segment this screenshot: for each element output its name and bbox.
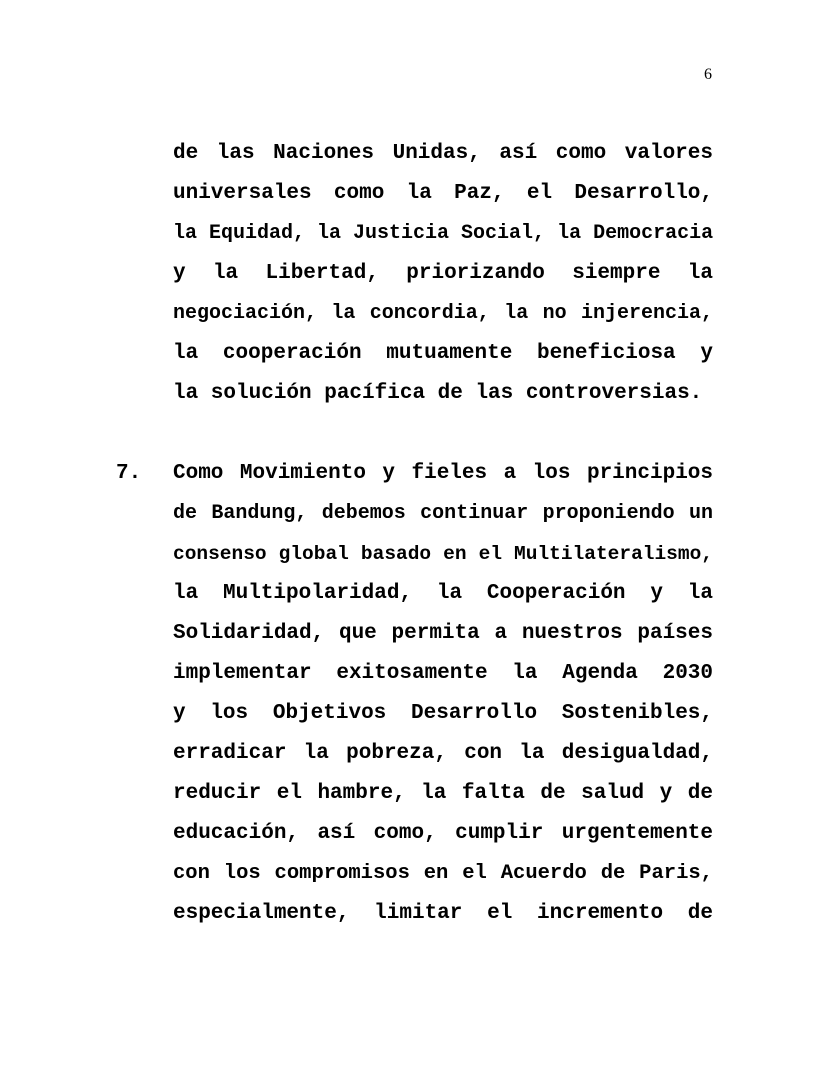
paragraph-line: Solidaridad, que permita a nuestros países (173, 622, 713, 645)
paragraph-line: consenso global basado en el Multilateralismo, (173, 543, 713, 565)
paragraph-line: de Bandung, debemos continuar proponiendo un (173, 502, 713, 525)
paragraph-line: y la Libertad, priorizando siempre la (173, 262, 713, 285)
paragraph-7 (173, 454, 713, 934)
page-number: 6 (704, 66, 712, 83)
paragraph-line: Como Movimiento y fieles a los principios (173, 462, 713, 485)
paragraph-line: la Multipolaridad, la Cooperación y la (173, 582, 713, 605)
paragraph-line: la Equidad, la Justicia Social, la Democracia (173, 222, 713, 245)
paragraph-line: educación, así como, cumplir urgentemente (173, 822, 713, 845)
paragraph-line: de las Naciones Unidas, así como valores (173, 142, 713, 165)
paragraph-line: negociación, la concordia, la no injerencia, (173, 302, 713, 325)
paragraph-line: reducir el hambre, la falta de salud y de (173, 782, 713, 805)
paragraph-line: especialmente, limitar el incremento de (173, 902, 713, 925)
paragraph-line: y los Objetivos Desarrollo Sostenibles, (173, 702, 713, 725)
paragraph-line: erradicar la pobreza, con la desigualdad, (173, 742, 713, 765)
paragraph-line: con los compromisos en el Acuerdo de Paris, (173, 862, 713, 885)
paragraph-line: la cooperación mutuamente beneficiosa y (173, 342, 713, 365)
paragraph-line: implementar exitosamente la Agenda 2030 (173, 662, 713, 685)
paragraph-continuation (173, 134, 713, 414)
paragraph-line: la solución pacífica de las controversias. (173, 382, 703, 405)
paragraph-number: 7. (116, 462, 142, 485)
paragraph-line: universales como la Paz, el Desarrollo, (173, 182, 713, 205)
